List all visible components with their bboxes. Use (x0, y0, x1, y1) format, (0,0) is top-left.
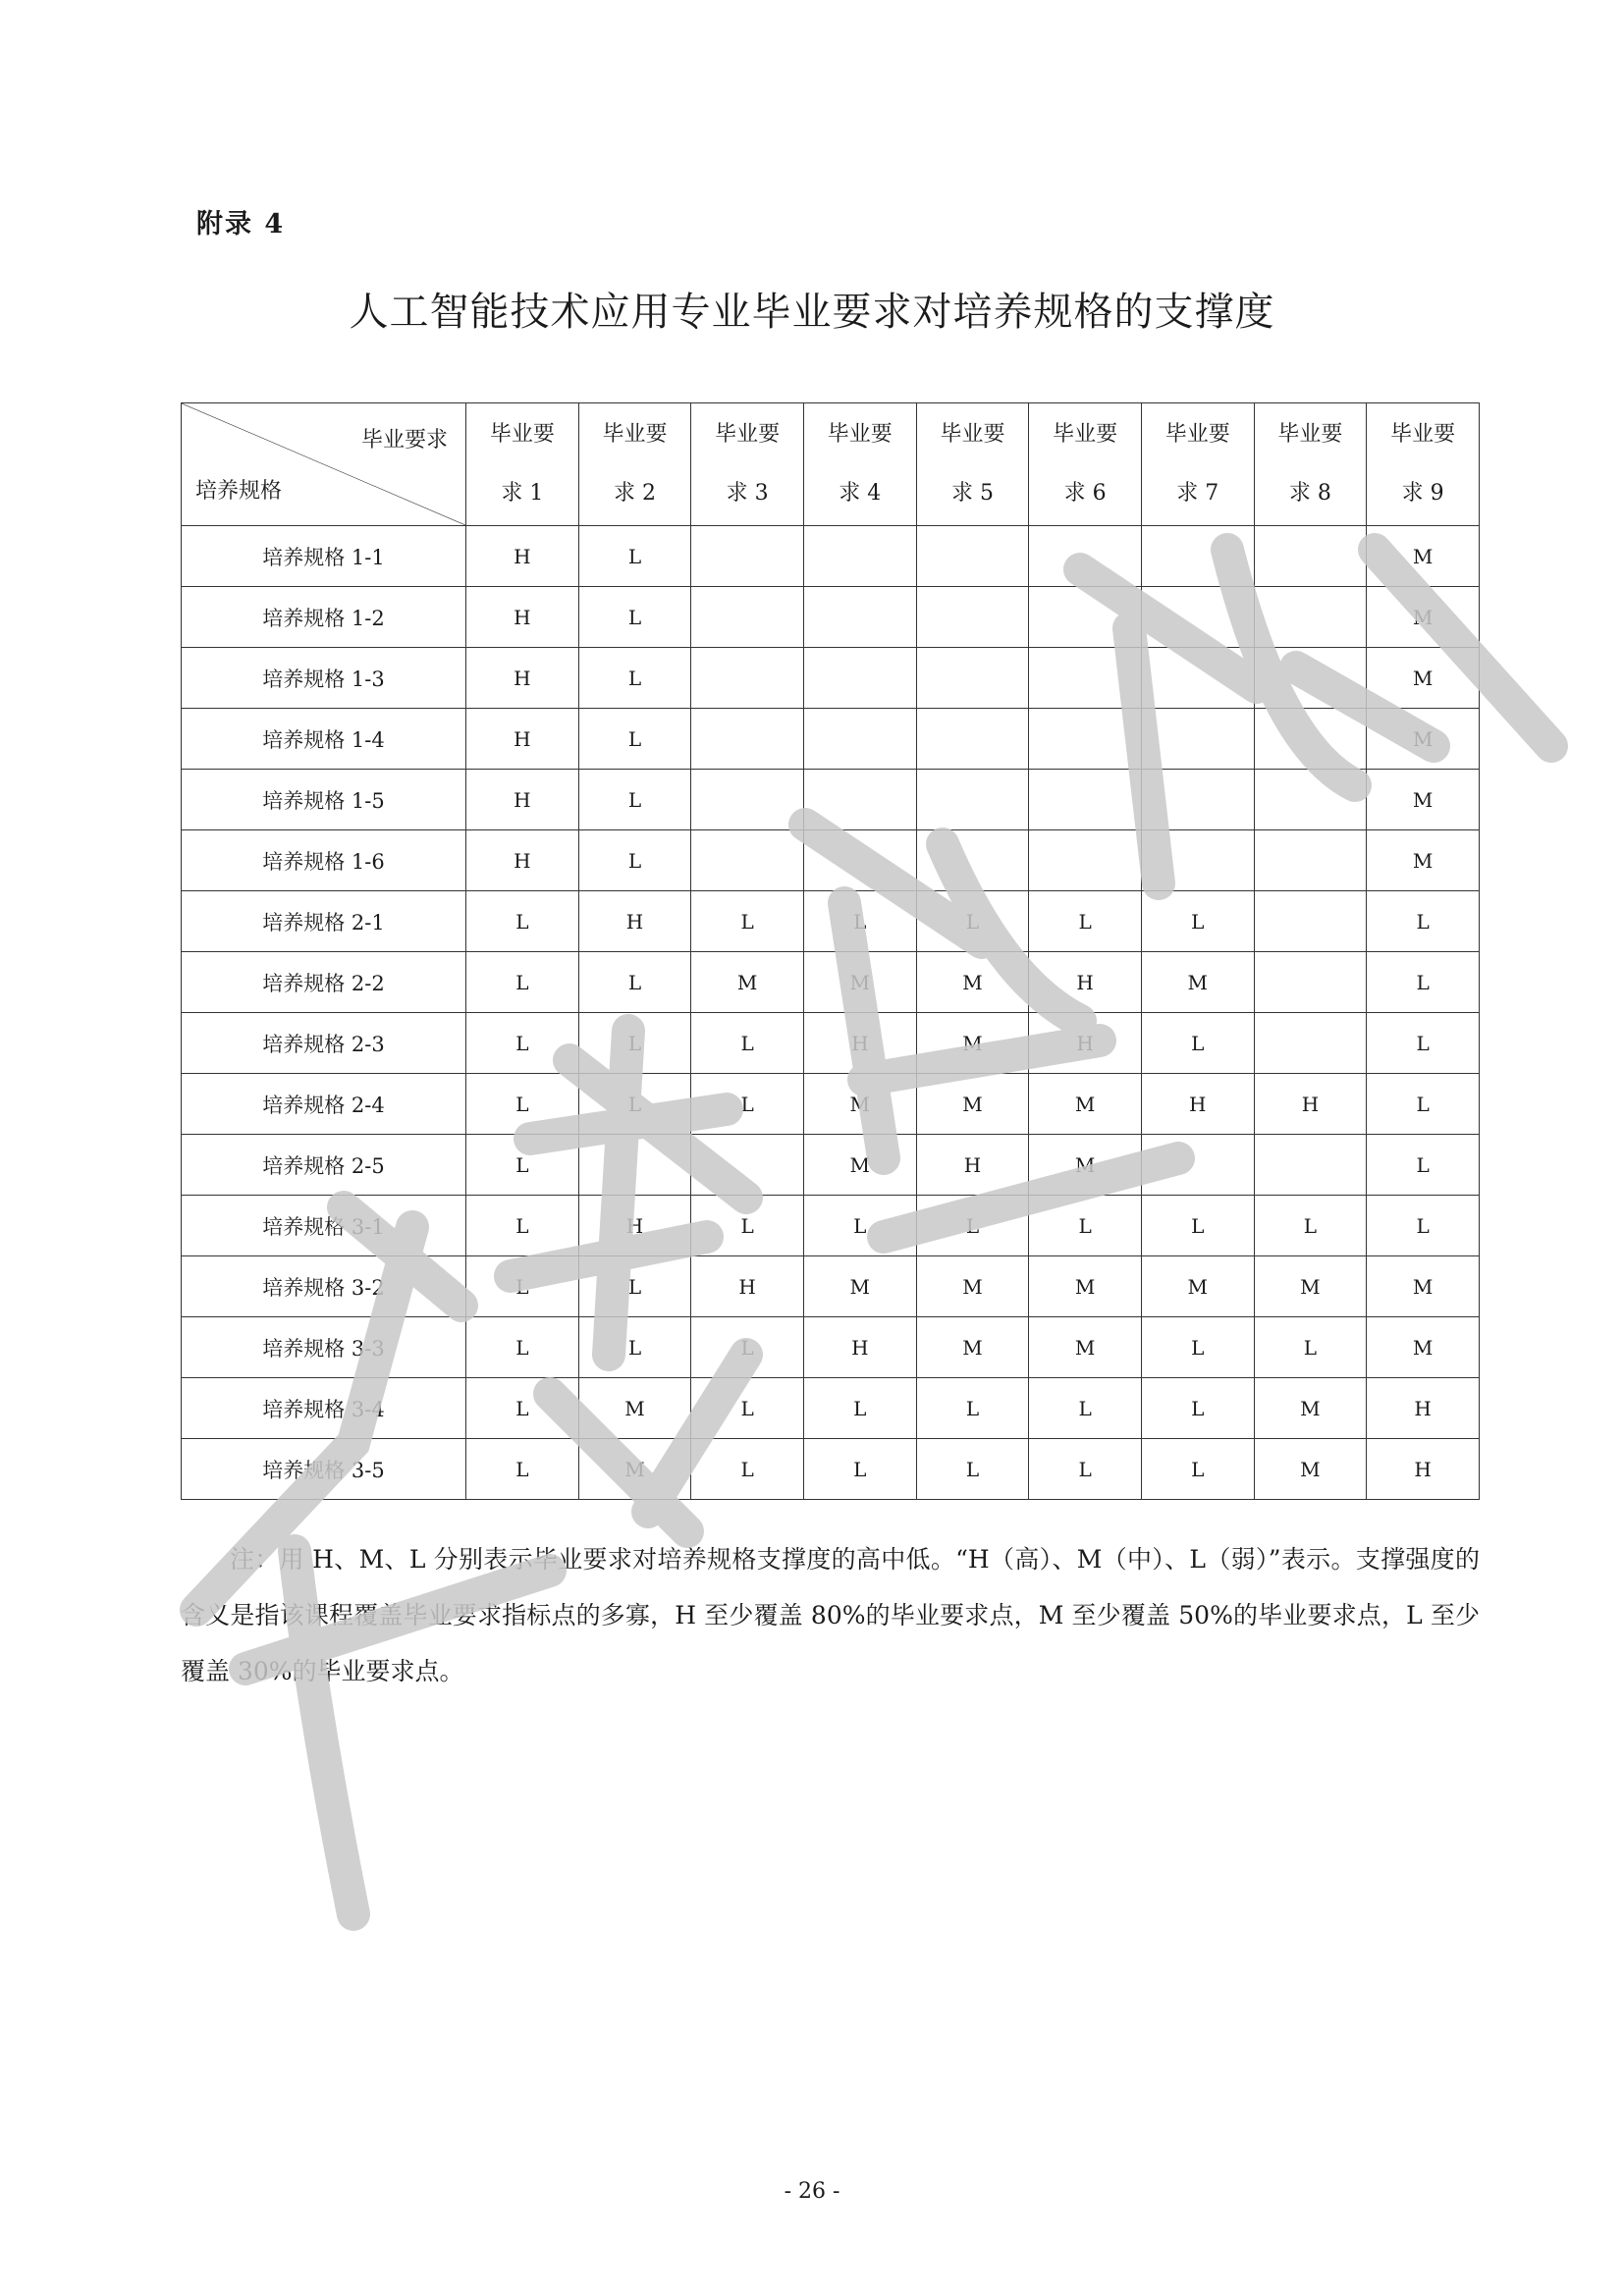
support-level-cell (1254, 1013, 1367, 1074)
support-level-cell (916, 830, 1029, 891)
support-level-cell (916, 770, 1029, 830)
watermark-label: 严禁复制 (792, 1141, 832, 1151)
support-level-cell: M (1367, 1317, 1480, 1378)
support-level-cell (1254, 891, 1367, 952)
support-level-cell: L (1029, 1439, 1142, 1500)
support-level-cell: L (691, 1013, 804, 1074)
support-level-cell: M (1254, 1256, 1367, 1317)
support-level-cell (803, 709, 916, 770)
support-level-cell: L (691, 1439, 804, 1500)
support-level-cell: L (916, 1439, 1029, 1500)
column-header-line: 求 2 (613, 481, 656, 506)
support-level-cell (1254, 648, 1367, 709)
support-level-cell (1254, 709, 1367, 770)
support-level-cell: L (1141, 1196, 1254, 1256)
support-level-cell (691, 1135, 804, 1196)
column-header-req-9 (1367, 403, 1480, 526)
column-header-req-5 (916, 403, 1029, 526)
support-level-cell: M (916, 1317, 1029, 1378)
support-level-cell (691, 770, 804, 830)
column-header-req-8 (1254, 403, 1367, 526)
support-level-cell: L (691, 1378, 804, 1439)
support-level-cell: M (578, 1439, 691, 1500)
support-level-cell: L (803, 1196, 916, 1256)
support-level-cell: L (1029, 891, 1142, 952)
support-level-cell (916, 648, 1029, 709)
table-row (182, 891, 1480, 952)
table-row (182, 1378, 1480, 1439)
support-level-cell (1254, 770, 1367, 830)
support-level-cell: L (803, 1378, 916, 1439)
support-level-cell: M (1029, 1317, 1142, 1378)
support-level-cell: M (1141, 1256, 1254, 1317)
note-text: 注：用 H、M、L 分别表示毕业要求对培养规格支撑度的高中低。“H（高）、M（中）、L（弱）”表示。支撑强度的含义是指该课程覆盖毕业要求指标点的多寡，H 至少覆盖 80%的毕业要求点，M 至少覆盖 50%的毕业要求点，L 至少覆盖 30%的毕业要求点。 (181, 1545, 1480, 1685)
table-row (182, 1439, 1480, 1500)
support-level-cell: H (916, 1135, 1029, 1196)
support-level-cell: L (578, 1256, 691, 1317)
corner-row-heading: 培养规格 (195, 479, 283, 504)
column-header-line: 毕业要 (602, 422, 668, 447)
support-level-cell: L (578, 1317, 691, 1378)
diagonal-divider (182, 403, 465, 525)
support-level-cell: M (1367, 830, 1480, 891)
support-level-cell: L (466, 1439, 579, 1500)
support-level-cell (691, 526, 804, 587)
support-level-cell: M (1029, 1074, 1142, 1135)
support-level-cell: M (1367, 648, 1480, 709)
support-level-cell (1029, 770, 1142, 830)
support-level-cell (578, 1135, 691, 1196)
table-row (182, 830, 1480, 891)
support-level-cell: L (466, 1196, 579, 1256)
support-level-cell: M (1367, 709, 1480, 770)
appendix-label: 附录 4 (196, 209, 286, 240)
support-level-cell: L (1367, 1074, 1480, 1135)
support-level-cell: L (466, 1135, 579, 1196)
support-level-cell (1141, 526, 1254, 587)
column-header-line: 求 9 (1401, 481, 1444, 506)
support-level-cell (691, 587, 804, 648)
support-level-cell: L (1367, 891, 1480, 952)
support-level-cell: L (466, 1013, 579, 1074)
support-level-cell (1029, 587, 1142, 648)
row-label: 培养规格 2-3 (182, 1013, 466, 1074)
support-level-cell: M (1367, 770, 1480, 830)
support-level-cell: L (1367, 1013, 1480, 1074)
support-level-cell: M (916, 1013, 1029, 1074)
column-header-req-1 (466, 403, 579, 526)
support-level-cell (1029, 830, 1142, 891)
row-label: 培养规格 1-6 (182, 830, 466, 891)
support-level-cell (1141, 830, 1254, 891)
column-header-req-4 (803, 403, 916, 526)
support-level-cell: M (803, 1135, 916, 1196)
support-level-cell (1254, 830, 1367, 891)
support-level-cell (1141, 1135, 1254, 1196)
support-matrix-table (181, 402, 1480, 1500)
support-level-cell: M (803, 1256, 916, 1317)
column-header-line: 求 4 (839, 481, 882, 506)
row-label: 培养规格 2-5 (182, 1135, 466, 1196)
support-level-cell: M (916, 1256, 1029, 1317)
column-header-req-3 (691, 403, 804, 526)
support-level-cell: H (1141, 1074, 1254, 1135)
row-label: 培养规格 2-1 (182, 891, 466, 952)
column-header-line: 求 3 (726, 481, 769, 506)
column-header-line: 毕业要 (827, 422, 893, 447)
support-level-cell: M (1367, 526, 1480, 587)
support-level-cell (1141, 587, 1254, 648)
column-header-line: 毕业要 (489, 422, 555, 447)
table-row (182, 952, 1480, 1013)
support-level-cell (1141, 770, 1254, 830)
support-level-cell: L (578, 770, 691, 830)
support-level-cell: H (466, 709, 579, 770)
support-level-cell: H (803, 1013, 916, 1074)
column-header-line: 毕业要 (1390, 422, 1456, 447)
support-level-cell: L (578, 830, 691, 891)
table-corner-cell (182, 403, 466, 526)
support-level-cell: L (1029, 1378, 1142, 1439)
support-level-cell: L (1141, 1378, 1254, 1439)
support-level-cell (691, 648, 804, 709)
support-level-cell: L (803, 891, 916, 952)
support-level-cell (1029, 526, 1142, 587)
support-level-cell: L (466, 891, 579, 952)
support-level-cell: L (578, 648, 691, 709)
column-header-line: 毕业要 (715, 422, 781, 447)
support-level-cell: L (578, 526, 691, 587)
table-row (182, 1013, 1480, 1074)
support-level-cell: H (1254, 1074, 1367, 1135)
support-level-cell (803, 648, 916, 709)
support-level-cell: M (691, 952, 804, 1013)
support-level-cell: L (578, 709, 691, 770)
support-level-cell: H (466, 648, 579, 709)
support-level-cell: M (1367, 1256, 1480, 1317)
support-level-cell (803, 770, 916, 830)
row-label: 培养规格 2-4 (182, 1074, 466, 1135)
table-row (182, 648, 1480, 709)
row-label: 培养规格 3-2 (182, 1256, 466, 1317)
column-header-line: 毕业要 (940, 422, 1005, 447)
table-row (182, 1135, 1480, 1196)
table-row (182, 1256, 1480, 1317)
column-header-line: 求 5 (950, 481, 994, 506)
column-header-line: 求 6 (1063, 481, 1107, 506)
table-row (182, 587, 1480, 648)
corner-column-heading: 毕业要求 (360, 428, 448, 453)
support-level-cell: H (466, 770, 579, 830)
support-level-cell: H (466, 830, 579, 891)
support-level-cell: H (1029, 1013, 1142, 1074)
support-level-cell: L (1141, 1439, 1254, 1500)
support-level-cell: M (1254, 1378, 1367, 1439)
table-row (182, 1196, 1480, 1256)
support-level-cell: M (916, 1074, 1029, 1135)
support-level-cell: H (1367, 1439, 1480, 1500)
support-level-cell: L (916, 891, 1029, 952)
support-level-cell (916, 526, 1029, 587)
column-header-line: 求 1 (501, 481, 544, 506)
support-level-cell (916, 709, 1029, 770)
row-label: 培养规格 3-4 (182, 1378, 466, 1439)
table-row (182, 770, 1480, 830)
support-level-cell: L (1367, 1135, 1480, 1196)
support-level-cell: L (1029, 1196, 1142, 1256)
support-level-cell: L (916, 1378, 1029, 1439)
table-row (182, 1074, 1480, 1135)
row-label: 培养规格 1-4 (182, 709, 466, 770)
column-header-line: 求 8 (1288, 481, 1331, 506)
column-header-line: 毕业要 (1053, 422, 1118, 447)
table-header-row (182, 403, 1480, 526)
support-level-cell (803, 526, 916, 587)
support-level-cell: M (1367, 587, 1480, 648)
support-level-cell: L (1254, 1317, 1367, 1378)
support-level-cell: L (466, 1074, 579, 1135)
support-level-cell: L (1141, 891, 1254, 952)
support-level-cell: H (691, 1256, 804, 1317)
column-header-req-6 (1029, 403, 1142, 526)
support-level-cell: H (803, 1317, 916, 1378)
row-label: 培养规格 1-1 (182, 526, 466, 587)
column-header-req-2 (578, 403, 691, 526)
support-level-cell (916, 587, 1029, 648)
support-level-cell: H (578, 1196, 691, 1256)
support-level-cell: L (578, 952, 691, 1013)
support-level-cell (1029, 709, 1142, 770)
support-level-cell: L (578, 587, 691, 648)
support-level-cell (691, 709, 804, 770)
row-label: 培养规格 1-5 (182, 770, 466, 830)
row-label: 培养规格 3-5 (182, 1439, 466, 1500)
support-level-cell: H (578, 891, 691, 952)
support-level-cell: M (916, 952, 1029, 1013)
row-label: 培养规格 3-3 (182, 1317, 466, 1378)
table-note (181, 1531, 1480, 1699)
document-title: 人工智能技术应用专业毕业要求对培养规格的支撑度 (349, 290, 1275, 335)
support-level-cell (1141, 648, 1254, 709)
support-level-cell: L (1141, 1317, 1254, 1378)
support-level-cell (1254, 587, 1367, 648)
support-level-cell: L (916, 1196, 1029, 1256)
row-label: 培养规格 1-3 (182, 648, 466, 709)
support-level-cell: L (466, 1378, 579, 1439)
column-header-line: 毕业要 (1164, 422, 1230, 447)
table-row (182, 1317, 1480, 1378)
support-level-cell: H (1029, 952, 1142, 1013)
support-level-cell: M (803, 1074, 916, 1135)
support-level-cell: L (578, 1074, 691, 1135)
support-level-cell: L (1367, 1196, 1480, 1256)
column-header-req-7 (1141, 403, 1254, 526)
support-level-cell: M (1029, 1256, 1142, 1317)
table-row (182, 709, 1480, 770)
support-level-cell (803, 587, 916, 648)
column-header-line: 毕业要 (1277, 422, 1343, 447)
support-level-cell: L (1254, 1196, 1367, 1256)
support-level-cell: L (1367, 952, 1480, 1013)
support-level-cell: L (1141, 1013, 1254, 1074)
support-level-cell: M (1141, 952, 1254, 1013)
support-level-cell (1254, 952, 1367, 1013)
support-level-cell (1029, 648, 1142, 709)
column-header-line: 求 7 (1176, 481, 1219, 506)
support-level-cell: L (803, 1439, 916, 1500)
row-label: 培养规格 1-2 (182, 587, 466, 648)
support-level-cell: M (803, 952, 916, 1013)
support-level-cell (1254, 526, 1367, 587)
support-level-cell: L (466, 952, 579, 1013)
support-level-cell (803, 830, 916, 891)
support-level-cell: L (578, 1013, 691, 1074)
support-level-cell: M (1029, 1135, 1142, 1196)
support-level-cell: L (466, 1256, 579, 1317)
support-level-cell: H (466, 587, 579, 648)
support-level-cell: L (691, 1317, 804, 1378)
page-number: - 26 - (784, 2179, 840, 2204)
support-level-cell: H (466, 526, 579, 587)
support-level-cell: L (691, 1196, 804, 1256)
support-level-cell: M (578, 1378, 691, 1439)
support-level-cell: M (1254, 1439, 1367, 1500)
support-level-cell (1141, 709, 1254, 770)
row-label: 培养规格 2-2 (182, 952, 466, 1013)
support-level-cell (691, 830, 804, 891)
table-row (182, 526, 1480, 587)
support-level-cell: L (466, 1317, 579, 1378)
support-level-cell: H (1367, 1378, 1480, 1439)
support-level-cell: L (691, 1074, 804, 1135)
support-level-cell: L (691, 891, 804, 952)
support-level-cell (1254, 1135, 1367, 1196)
row-label: 培养规格 3-1 (182, 1196, 466, 1256)
